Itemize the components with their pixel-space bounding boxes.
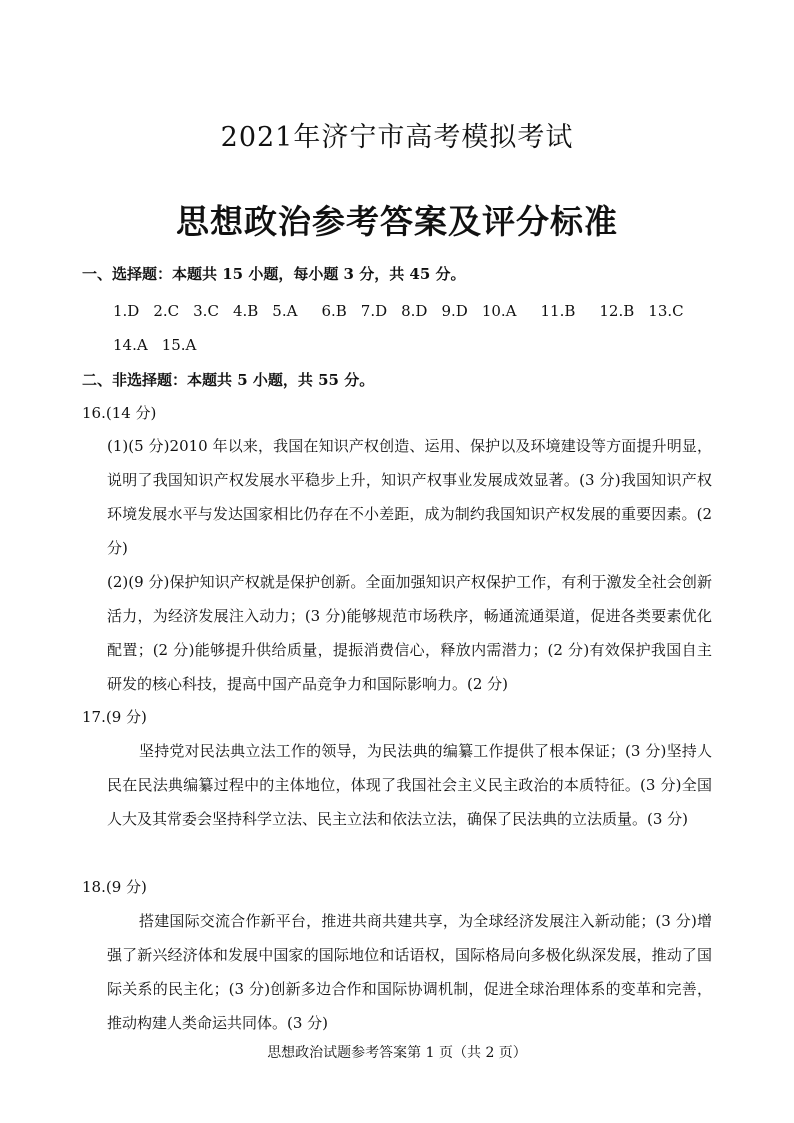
page-footer: 思想政治试题参考答案第 1 页（共 2 页）: [267, 1045, 527, 1061]
section1-heading: 一、选择题：本题共 15 小题，每小题 3 分，共 45 分。: [82, 265, 466, 283]
answer-item: 13.C: [648, 302, 684, 320]
answer-item: 3.C: [193, 302, 219, 320]
answer-item: 10.A: [481, 302, 517, 320]
answer-key: [113, 300, 723, 368]
answer-item: 4.B: [232, 302, 259, 320]
answer-row-2: [113, 334, 723, 368]
answer-item: 6.B: [321, 302, 347, 320]
q17-label: 17.(9 分): [82, 708, 147, 726]
answer-item: 1.D: [113, 302, 140, 320]
answer-row-1: [113, 300, 723, 334]
q16-part1: (1)(5 分)2010 年以来，我国在知识产权创造、运用、保护以及环境建设等方面提升明显，说明了我国知识产权发展水平稳步上升，知识产权事业发展成效显著。(3 分)我国知识产权环境发展水平与发达国家相比仍存在不小差距，成为制约我国知识产权发展的重要因素。(2 分): [107, 437, 712, 557]
answer-item: 5.A: [272, 302, 298, 320]
exam-title: 2021年济宁市高考模拟考试: [220, 122, 574, 153]
q16-label: 16.(14 分): [82, 404, 157, 422]
answer-item: 2.C: [153, 302, 180, 320]
q18-label: 18.(9 分): [82, 878, 147, 896]
answer-item: 14.A: [113, 336, 148, 354]
answer-item: 7.D: [360, 302, 388, 320]
q16-part2: (2)(9 分)保护知识产权就是保护创新。全面加强知识产权保护工作，有利于激发全社会创新活力，为经济发展注入动力；(3 分)能够规范市场秩序，畅通流通渠道，促进各类要素优化配置；(2 分)能够提升供给质量，提振消费信心，释放内需潜力；(2 分)有效保护我国自主研发的核心科技，提高中国产品竞争力和国际影响力。(2 分): [107, 573, 712, 693]
document-subtitle: 思想政治参考答案及评分标准: [176, 202, 618, 241]
answer-item: 15.A: [161, 336, 197, 354]
section2-heading: 二、非选择题：本题共 5 小题，共 55 分。: [82, 371, 375, 389]
answer-item: 12.B: [599, 302, 635, 320]
q18-text: 搭建国际交流合作新平台，推进共商共建共享，为全球经济发展注入新动能；(3 分)增强了新兴经济体和发展中国家的国际地位和话语权，国际格局向多极化纵深发展，推动了国际关系的民主化；(3 分)创新多边合作和国际协调机制，促进全球治理体系的变革和完善，推动构建人类命运共同体。(3 分): [107, 912, 712, 1032]
answer-item: 8.D: [401, 302, 428, 320]
answer-item: 9.D: [441, 302, 468, 320]
answer-item: 11.B: [540, 302, 576, 320]
q17-text: 坚持党对民法典立法工作的领导，为民法典的编纂工作提供了根本保证；(3 分)坚持人民在民法典编纂过程中的主体地位，体现了我国社会主义民主政治的本质特征。(3 分)全国人大及其常委会坚持科学立法、民主立法和依法立法，确保了民法典的立法质量。(3 分): [107, 742, 712, 828]
